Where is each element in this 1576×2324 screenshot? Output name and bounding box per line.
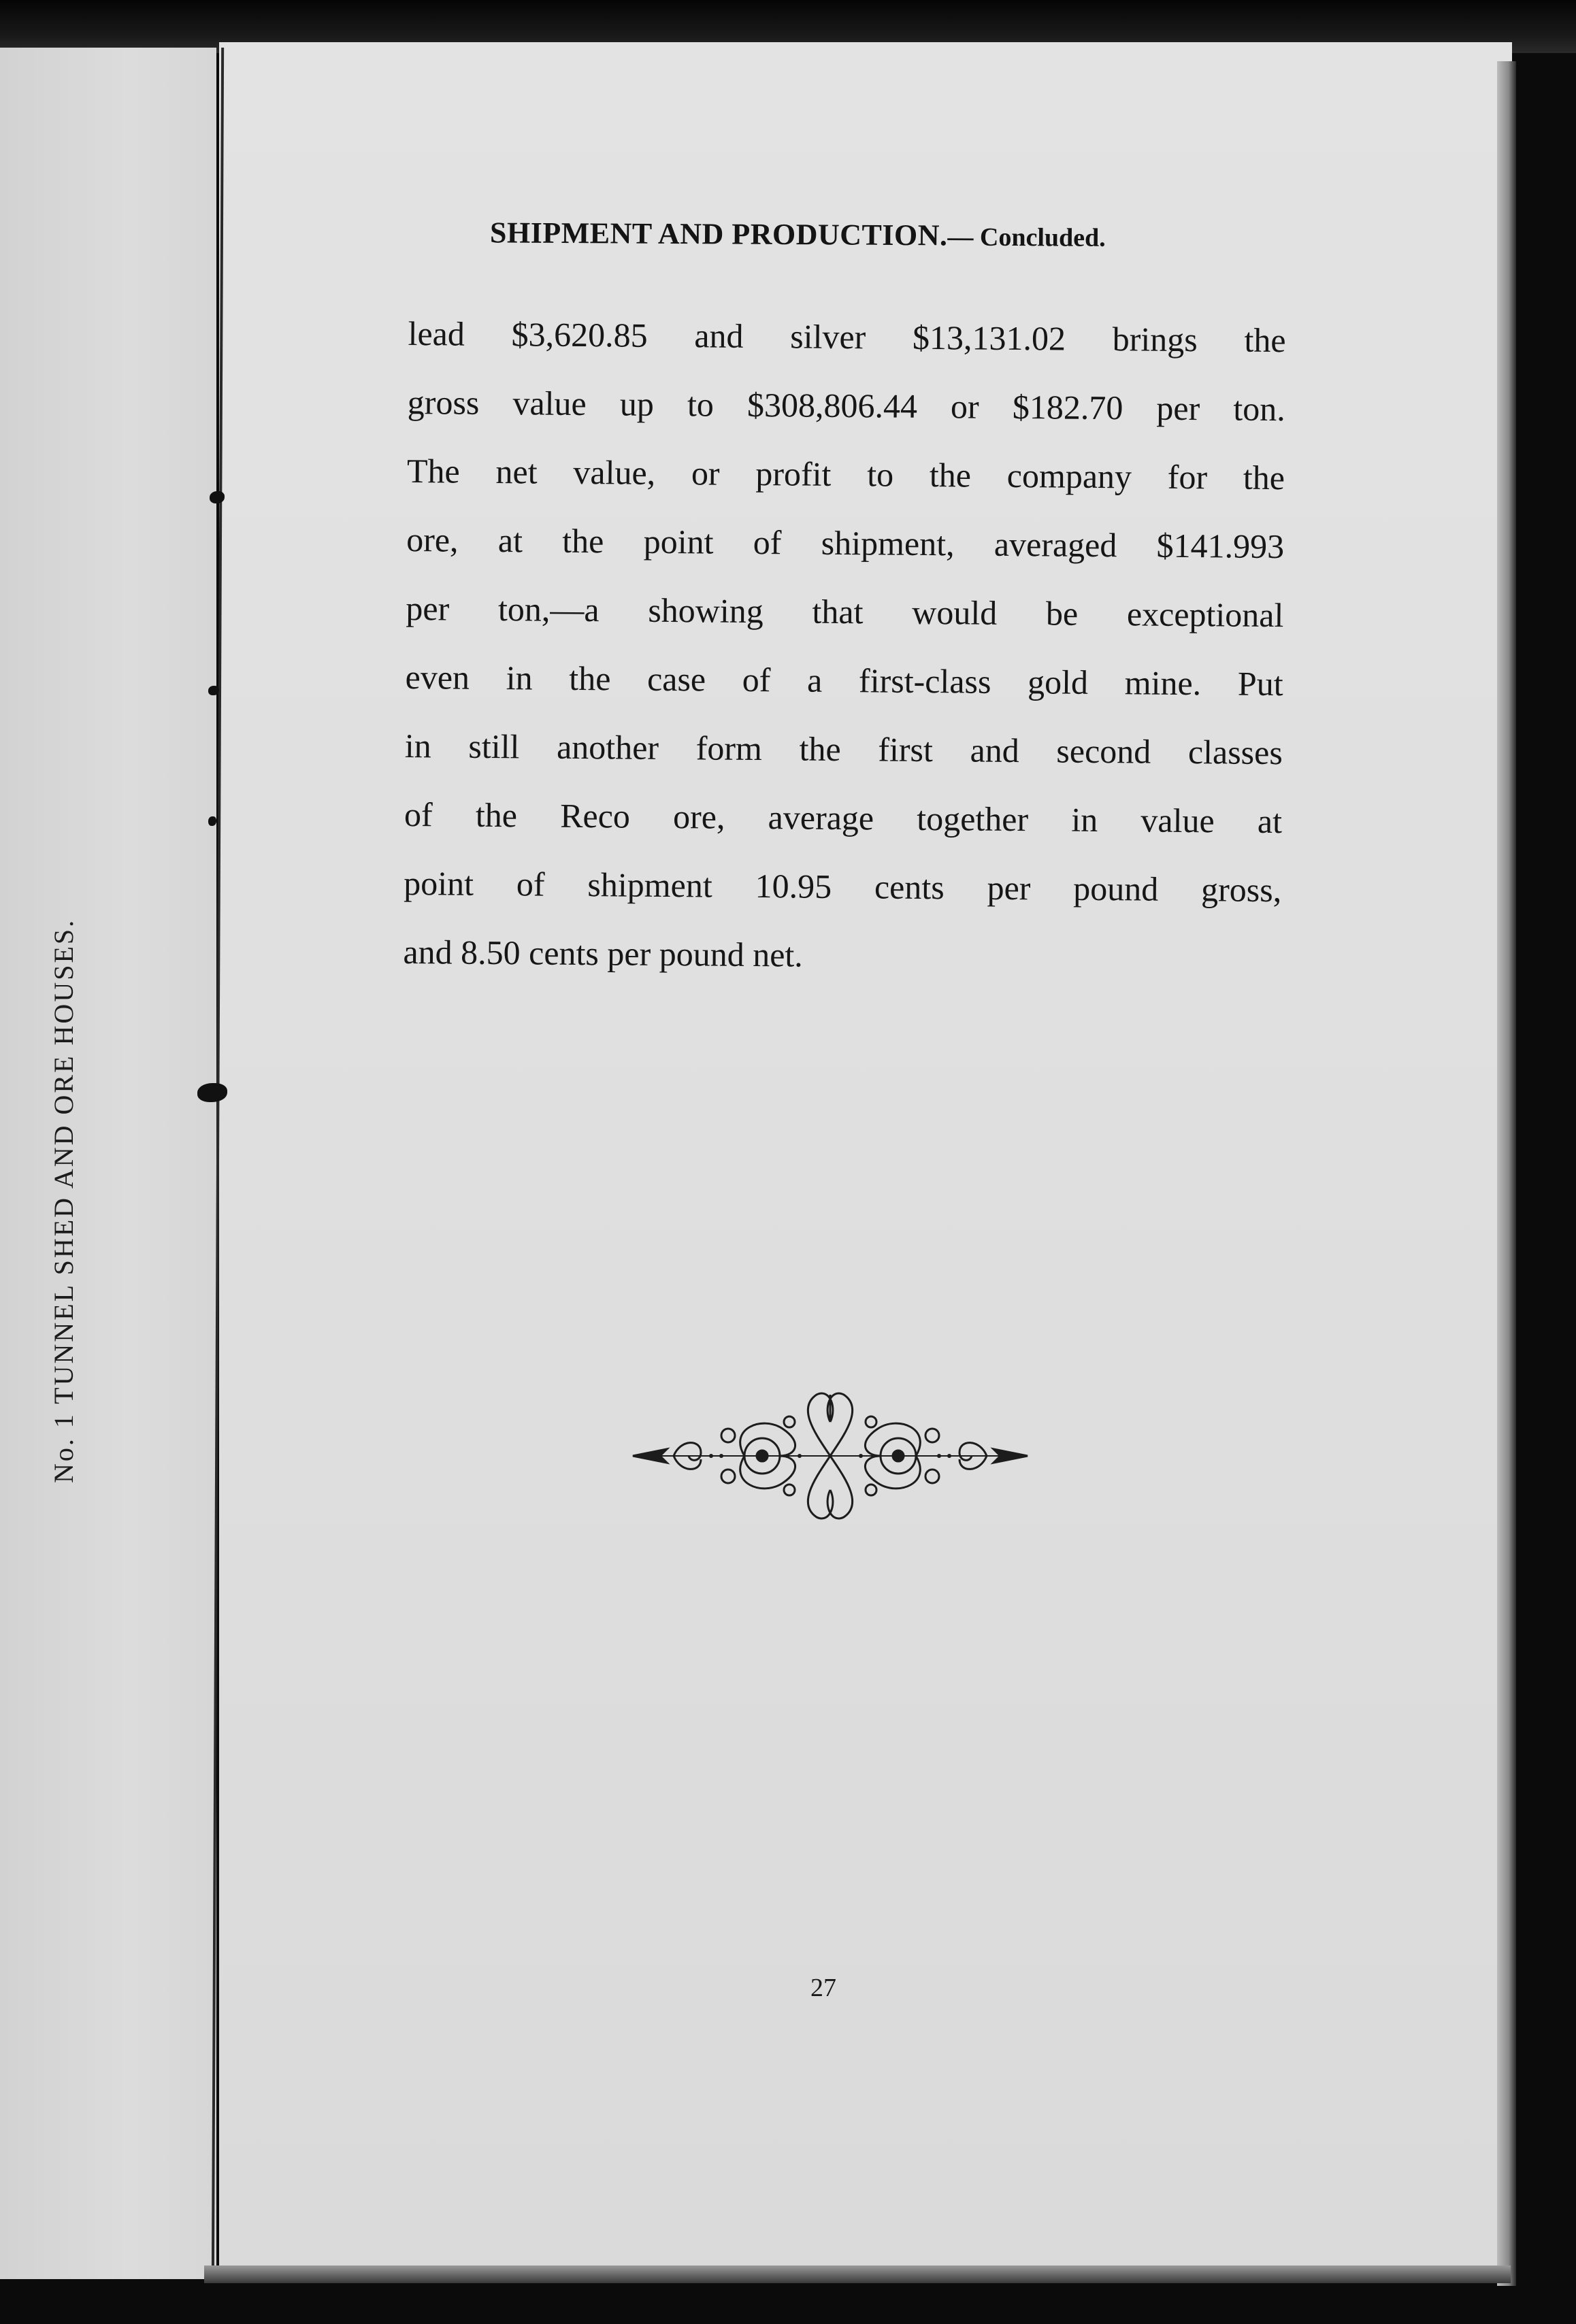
- body-line: per ton,—a showing that would be exceptional: [406, 588, 1284, 635]
- body-line: lead $3,620.85 and silver $13,131.02 brings the: [408, 314, 1286, 360]
- body-line: in still another form the first and second classes: [404, 726, 1283, 772]
- running-head-continuation: — Concluded.: [947, 222, 1106, 252]
- page-right-edge: [1497, 61, 1516, 2286]
- running-head: [490, 215, 1307, 254]
- facing-page: [0, 48, 216, 2279]
- body-line: The net value, or profit to the company for the: [406, 451, 1285, 497]
- body-line: point of shipment 10.95 cents per pound gross,: [404, 863, 1282, 910]
- running-head-title: SHIPMENT AND PRODUCTION.: [489, 216, 948, 252]
- binding-mark: [208, 686, 219, 695]
- binding-mark: [197, 1083, 227, 1102]
- body-line: even in the case of a first-class gold mine. Put: [405, 657, 1283, 703]
- spine-caption: No. 1 TUNNEL SHED AND ORE HOUSES.: [48, 918, 79, 1483]
- floral-flourish-ornament-icon: [626, 1381, 1034, 1531]
- page-bottom-edge: [204, 2265, 1511, 2283]
- body-line: of the Reco ore, average together in value at: [404, 795, 1283, 841]
- body-paragraph: [403, 299, 1286, 993]
- page-number: 27: [810, 1974, 836, 2002]
- body-line: ore, at the point of shipment, averaged $141.993: [406, 520, 1285, 566]
- binding-mark: [208, 816, 216, 826]
- body-line: and 8.50 cents per pound net.: [403, 932, 804, 974]
- binding-mark: [210, 491, 225, 503]
- body-line: gross value up to $308,806.44 or $182.70 per ton.: [407, 382, 1285, 429]
